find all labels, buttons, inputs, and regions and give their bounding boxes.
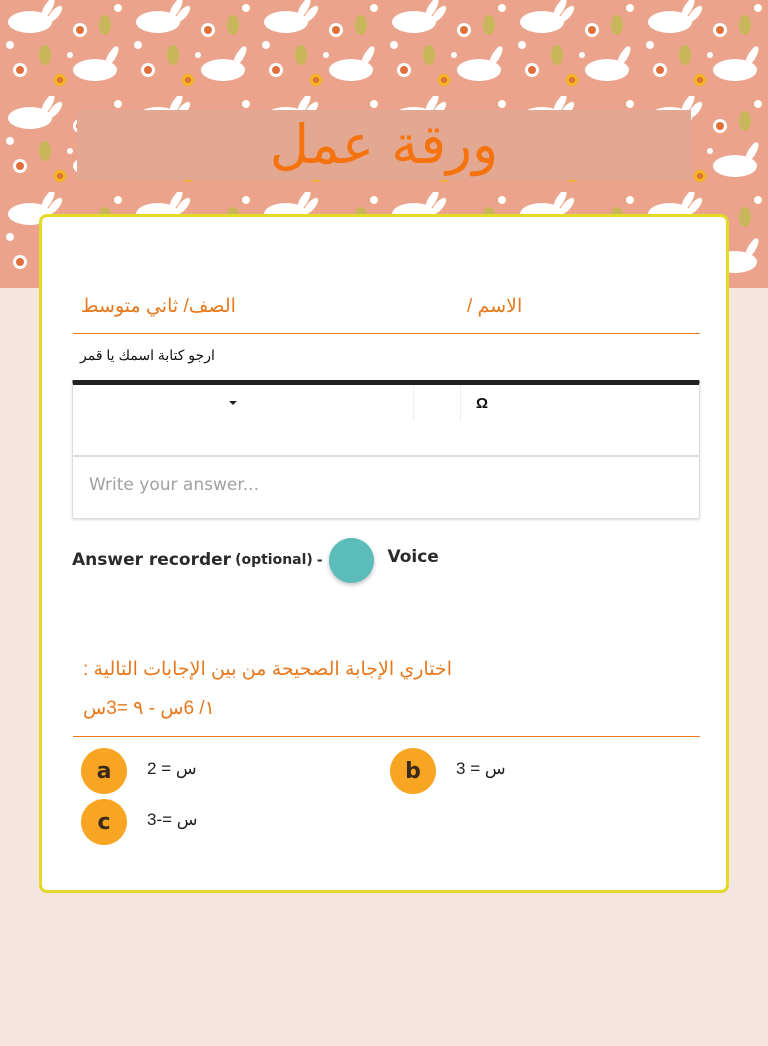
format-dropdown[interactable] xyxy=(73,385,414,421)
question-equation: ١/ 6س - ٩ =3س xyxy=(83,698,215,719)
option-a[interactable] xyxy=(81,748,197,794)
recorder-label: Answer recorder xyxy=(72,550,232,570)
toolbar-button[interactable] xyxy=(414,385,461,421)
option-text-a: س = 2 xyxy=(147,759,197,778)
voice-label: Voice xyxy=(387,547,439,567)
answer-recorder xyxy=(72,537,439,583)
option-text-b: س = 3 xyxy=(456,759,506,778)
worksheet-card xyxy=(39,214,729,893)
rich-text-editor xyxy=(72,380,700,519)
question-block xyxy=(73,651,700,737)
option-badge-b[interactable]: b xyxy=(390,748,436,794)
option-badge-c[interactable]: c xyxy=(81,799,127,845)
title-box xyxy=(77,110,691,180)
name-label: الاسم / xyxy=(467,296,523,317)
recorder-dash: - xyxy=(316,550,323,569)
instruction-text: ارجو كتابة اسمك يا قمر xyxy=(80,347,215,363)
question-prompt: اختاري الإجابة الصحيحة من بين الإجابات التالية : xyxy=(83,659,452,680)
option-c[interactable] xyxy=(81,799,198,845)
answer-input[interactable] xyxy=(73,457,699,512)
recorder-optional-label: (optional) xyxy=(235,552,313,568)
class-label: الصف/ ثاني متوسط xyxy=(81,296,236,317)
student-info-header xyxy=(73,289,700,334)
option-text-c: س =-3 xyxy=(147,810,198,829)
option-b[interactable] xyxy=(390,748,506,794)
editor-toolbar xyxy=(73,385,699,457)
caret-down-icon xyxy=(229,401,237,405)
record-voice-button[interactable] xyxy=(329,538,374,583)
special-character-icon[interactable]: Ω xyxy=(476,395,489,412)
option-badge-a[interactable]: a xyxy=(81,748,127,794)
worksheet-title: ورقة عمل xyxy=(269,113,499,176)
